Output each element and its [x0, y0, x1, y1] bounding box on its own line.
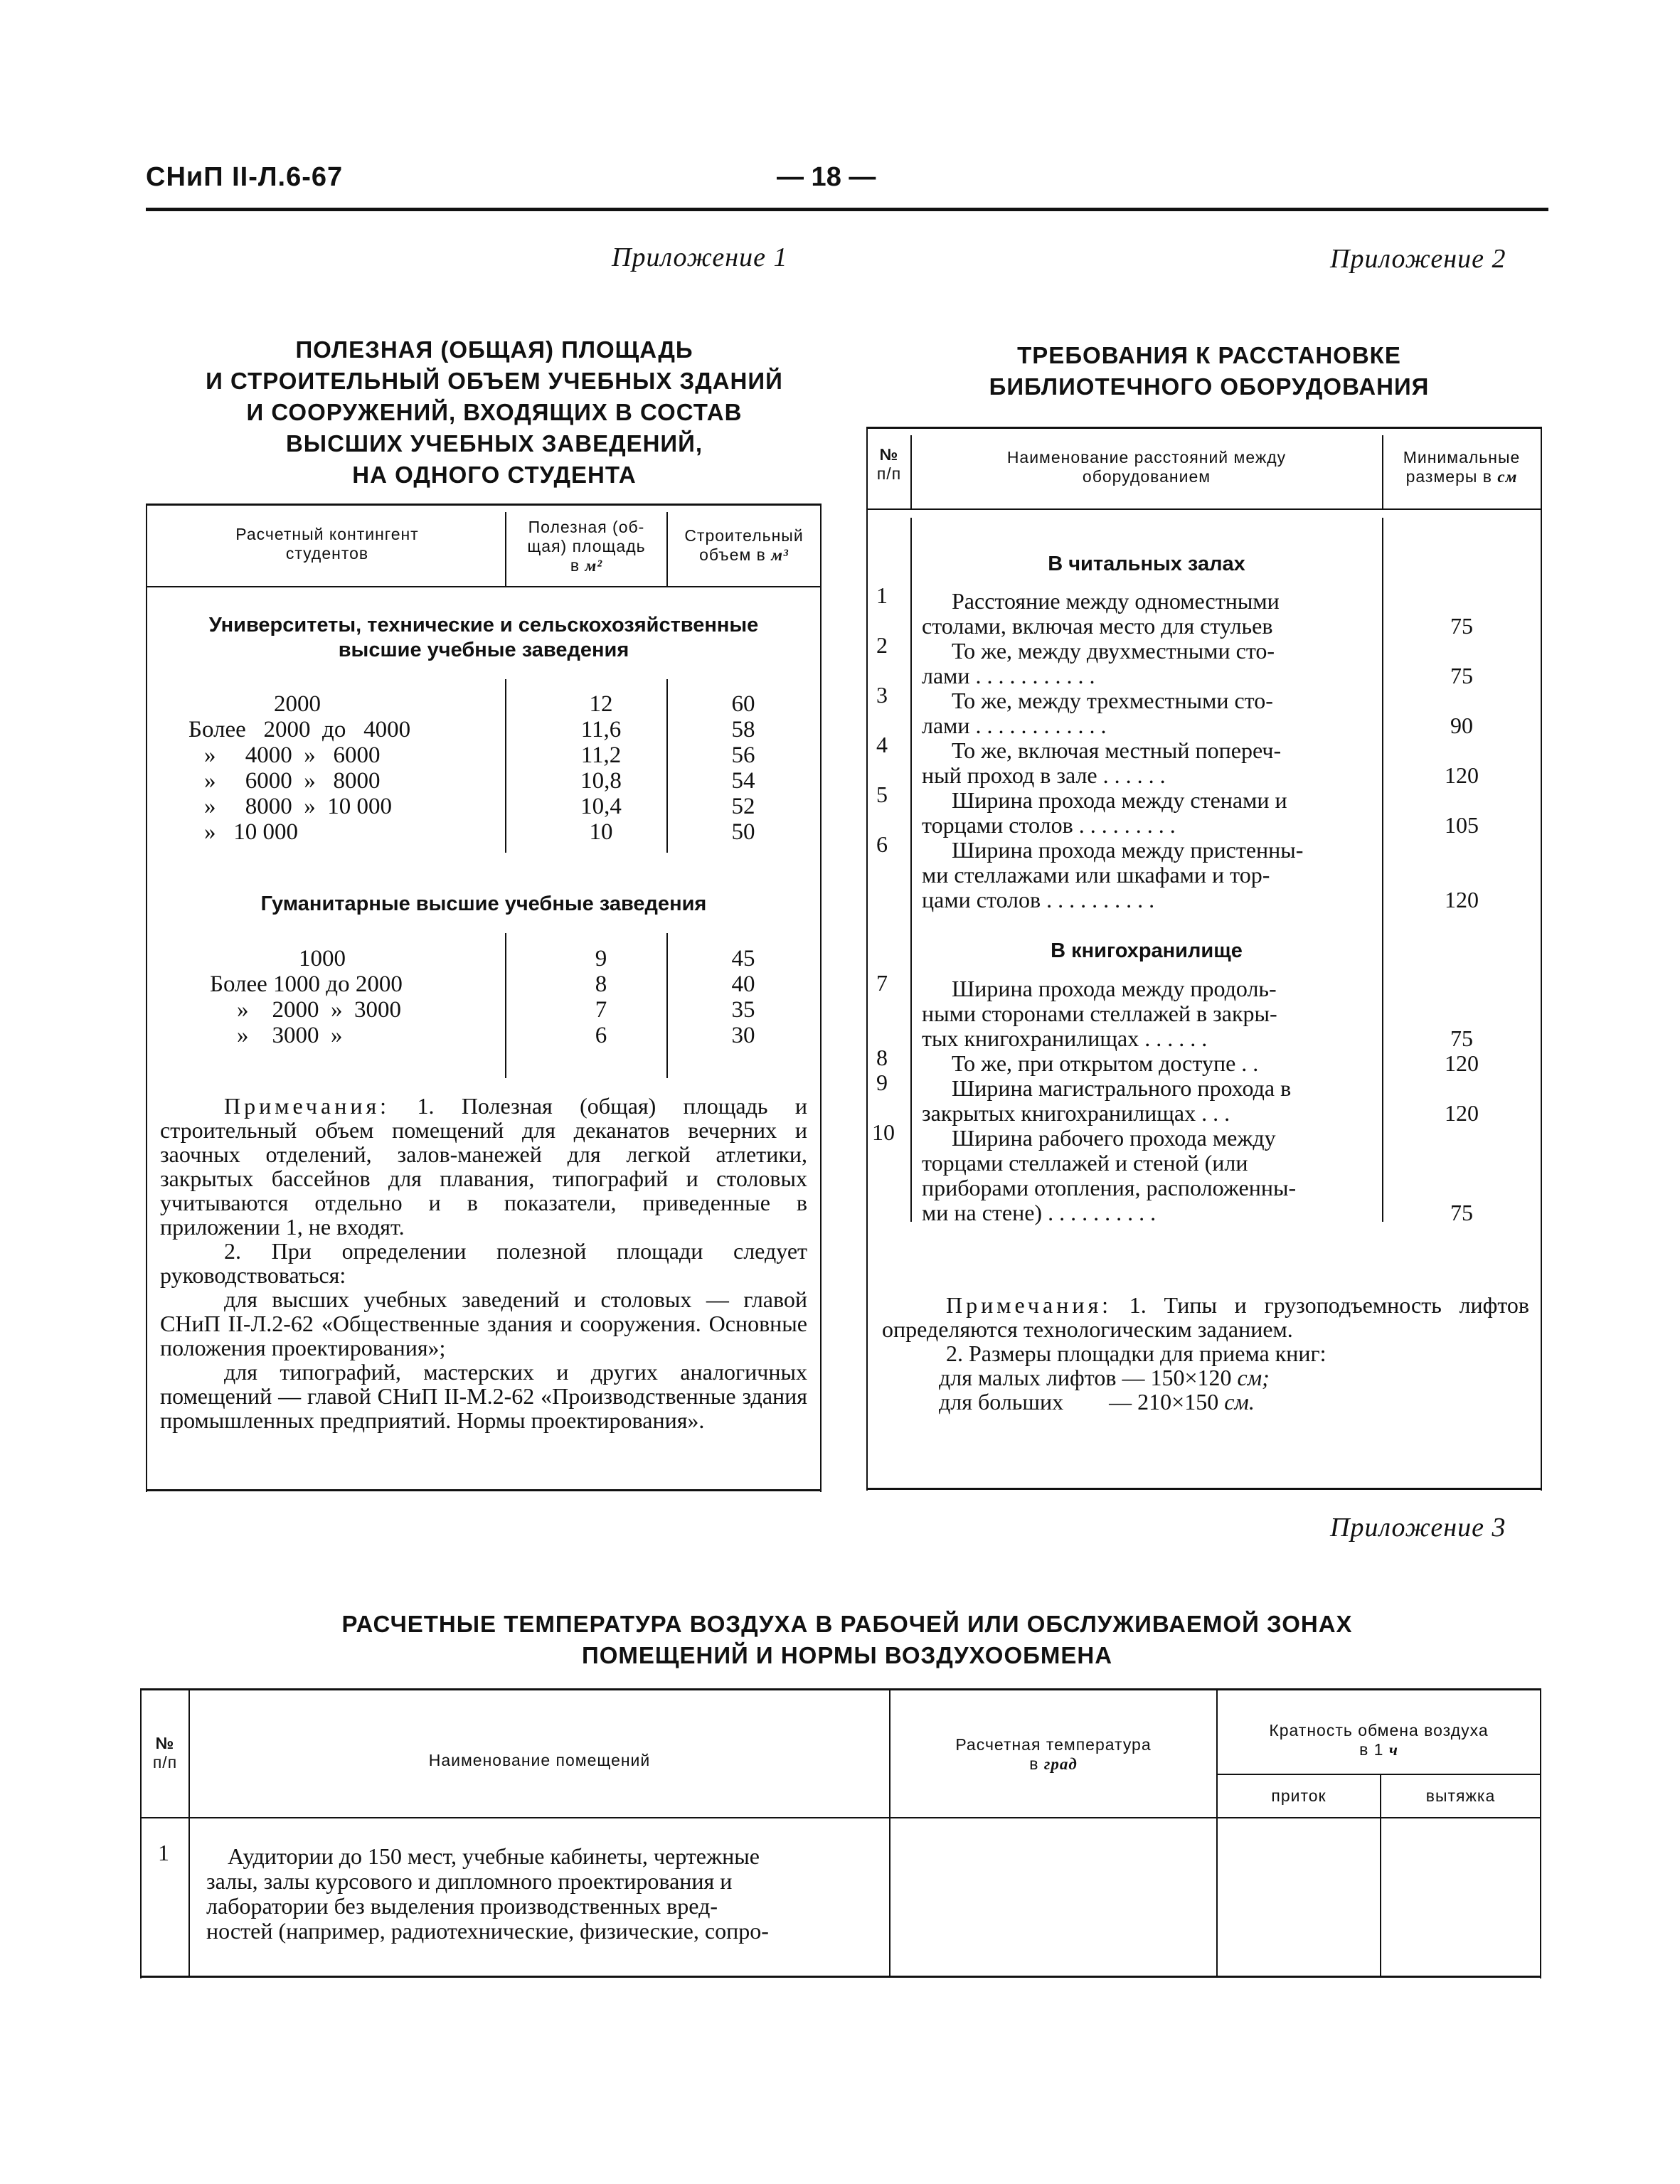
row-number: 9: [876, 1070, 888, 1095]
row-number: 4: [876, 732, 888, 757]
appendix2-label: Приложение 2: [1330, 244, 1506, 274]
note-text: 1. Типы и грузоподъемность лифтов определяются технологическим заданием.: [882, 1292, 1530, 1342]
appendix3-title-line: РАСЧЕТНЫЕ ТЕМПЕРАТУРА ВОЗДУХА В РАБОЧЕЙ ИЛИ ОБСЛУЖИВАЕМОЙ ЗОНАХ: [341, 1611, 1353, 1637]
row-description: [922, 788, 1376, 838]
table1-top-rule: [146, 504, 822, 506]
appendix3-title: [146, 1609, 1548, 1671]
row-description: [922, 976, 1376, 1051]
range-cell: Более 1000 до 2000: [210, 971, 403, 997]
appendix1-title-line: И СТРОИТЕЛЬНЫЙ ОБЪЕМ УЧЕБНЫХ ЗДАНИЙ: [206, 368, 783, 394]
range-cell: » 10 000: [204, 819, 298, 845]
row-value: 75: [1450, 613, 1473, 639]
area-cell: 12: [589, 691, 613, 717]
table-row: [153, 997, 820, 1023]
desc-line: лаборатории без выделения производственных вред-: [206, 1893, 718, 1919]
desc-line: ный проход в зале . . . . . .: [922, 762, 1166, 788]
note-text: 1. Полезная (общая) площадь и строительный объем помещений для деканатов вечерних и заочных отделений, залов-манежей для легкой атлетики, закрытых бассейнов для плавания, типографий и столовых учитываются отдельно и в показатели, приведенные в приложении 1, не входят.: [160, 1093, 808, 1240]
desc-line: столами, включая место для стульев: [922, 613, 1273, 639]
note-text: 2. При определении полезной площади следует руководствоваться:: [160, 1238, 807, 1288]
table2-left-border: [866, 427, 868, 1491]
desc-line: Ширина рабочего прохода между: [952, 1125, 1276, 1151]
table2-right-border: [1541, 427, 1542, 1491]
header-text: оборудованием: [1082, 467, 1211, 486]
range-cell: » 6000 » 8000: [204, 768, 381, 794]
area-cell: 7: [595, 997, 607, 1023]
range-cell: 2000: [274, 691, 321, 717]
header-text: Наименование расстояний между: [1006, 448, 1287, 467]
unit-text: м³: [771, 546, 789, 564]
desc-line: ми на стене) . . . . . . . . . .: [922, 1200, 1157, 1225]
desc-line: Ширина прохода между стенами и: [952, 787, 1287, 813]
desc-line: цами столов . . . . . . . . . .: [922, 887, 1155, 912]
volume-cell: 30: [731, 1023, 755, 1048]
table-row: [153, 742, 820, 768]
area-cell: 9: [595, 946, 607, 971]
row-value: 75: [1450, 1200, 1473, 1225]
desc-line: приборами отопления, расположенны-: [922, 1175, 1297, 1200]
table3-left-border: [140, 1688, 142, 1978]
desc-line: То же, между двухместными сто-: [952, 638, 1275, 664]
row-value: 75: [1450, 663, 1473, 688]
table1-header-rule: [146, 586, 822, 587]
document-code: СНиП II-Л.6-67: [146, 162, 344, 192]
range-cell: » 4000 » 6000: [204, 742, 381, 768]
table-row: [153, 768, 820, 794]
table2-col-name: [912, 448, 1381, 486]
notes-label: Примечания:: [946, 1292, 1112, 1318]
row-number: 1: [876, 582, 888, 608]
table1-bottom-rule: [146, 1489, 822, 1491]
header-text: п/п: [152, 1753, 178, 1772]
row-value: 90: [1450, 713, 1473, 738]
desc-line: Ширина прохода между пристенны-: [952, 837, 1304, 863]
table1-rows-group1: [153, 691, 820, 845]
desc-line: лами . . . . . . . . . . . .: [922, 713, 1107, 738]
area-cell: 8: [595, 971, 607, 997]
header-text: п/п: [876, 464, 902, 483]
unit-text: см: [1497, 468, 1518, 486]
range-cell: 1000: [299, 946, 346, 971]
group-text: высшие учебные заведения: [338, 639, 629, 661]
area-cell: 6: [595, 1023, 607, 1048]
row-number: 1: [158, 1840, 169, 1865]
appendix2-title-line: БИБЛИОТЕЧНОГО ОБОРУДОВАНИЯ: [989, 373, 1430, 400]
appendix1-label: Приложение 1: [612, 243, 788, 272]
desc-line: ными сторонами стеллажей в закры-: [922, 1001, 1277, 1026]
desc-line: Аудитории до 150 мест, учебные кабинеты, чертежные: [228, 1843, 760, 1869]
table2-col-size: [1383, 448, 1540, 486]
row-number: 5: [876, 782, 888, 807]
range-cell: Более 2000 до 4000: [188, 717, 411, 742]
volume-cell: 60: [731, 691, 755, 717]
header-text: объем в: [699, 545, 766, 564]
table2-header-rule: [866, 508, 1542, 510]
table1-right-border: [820, 504, 822, 1492]
table-row: [153, 717, 820, 742]
area-cell: 11,6: [580, 717, 622, 742]
row-description: [922, 688, 1376, 738]
header-text: в 1: [1359, 1740, 1384, 1759]
desc-line: Ширина прохода между продоль-: [952, 976, 1277, 1001]
desc-line: ностей (например, радиотехнические, физические, сопро-: [206, 1918, 769, 1944]
appendix2-notes: [882, 1293, 1529, 1414]
appendix1-title-line: НА ОДНОГО СТУДЕНТА: [352, 462, 637, 488]
header-text: Кратность обмена воздуха: [1269, 1721, 1489, 1740]
group-text: Университеты, технические и сельскохозяйственные: [208, 614, 759, 636]
row-description: [922, 1076, 1376, 1126]
table3-col-rate: [1218, 1721, 1540, 1759]
row-number: 3: [876, 682, 888, 708]
row-description: [922, 738, 1376, 788]
desc-line: торцами столов . . . . . . . . .: [922, 812, 1176, 838]
table3-divider: [889, 1690, 890, 1977]
row-value: 105: [1445, 812, 1479, 838]
table3-col-number: [142, 1734, 188, 1772]
table1-group-humanities: Гуманитарные высшие учебные заведения: [260, 893, 707, 915]
row-value: 120: [1445, 1050, 1479, 1076]
row-description: [922, 1051, 1376, 1076]
row-value: 75: [1450, 1026, 1473, 1051]
row-value: 120: [1445, 762, 1479, 788]
table3-col-temperature: [890, 1735, 1216, 1774]
volume-cell: 54: [731, 768, 755, 794]
table1-group-universities: [149, 613, 818, 663]
header-text: размеры в: [1405, 467, 1493, 486]
volume-cell: 58: [731, 717, 755, 742]
desc-line: закрытых книгохранилищах . . .: [922, 1100, 1230, 1126]
volume-cell: 56: [731, 742, 755, 768]
note-text: для малых лифтов — 150×120: [939, 1365, 1232, 1390]
desc-line: ми стеллажами или шкафами и тор-: [922, 862, 1270, 888]
desc-line: То же, включая местный попереч-: [952, 737, 1282, 763]
table2-section-reading: В читальных залах: [1048, 553, 1245, 575]
table1-col-contingent: [153, 525, 501, 563]
header-text: Полезная (об-: [528, 518, 645, 536]
volume-cell: 35: [731, 997, 755, 1023]
volume-cell: 40: [731, 971, 755, 997]
table1-col-volume: [668, 526, 820, 565]
table2-bottom-rule: [866, 1488, 1542, 1490]
range-cell: » 3000 »: [237, 1023, 343, 1048]
row-description: [922, 639, 1376, 688]
table1-rows-group2: [153, 946, 820, 1048]
appendix3-title-line: ПОМЕЩЕНИЙ И НОРМЫ ВОЗДУХООБМЕНА: [581, 1642, 1113, 1668]
row-number: 2: [876, 632, 888, 658]
row-number: 8: [876, 1045, 888, 1070]
page-number: — 18 —: [777, 162, 876, 192]
table-row: [153, 946, 820, 971]
appendix1-title-line: И СООРУЖЕНИЙ, ВХОДЯЩИХ В СОСТАВ: [246, 399, 743, 425]
table2-body-divider: [910, 518, 912, 1222]
unit-text: ч: [1388, 1741, 1398, 1759]
table1-col-area: [506, 518, 666, 575]
row-number: 10: [872, 1119, 895, 1145]
desc-line: Расстояние между одноместными: [952, 588, 1280, 614]
note-text: для типографий, мастерских и других аналогичных помещений — главой СНиП II-М.2-62 «Производственные здания промышленных предприятий. Нормы проектирования».: [160, 1359, 807, 1433]
header-text: №: [879, 445, 899, 464]
table3-col-exhaust: вытяжка: [1425, 1786, 1496, 1805]
desc-line: То же, при открытом доступе . .: [952, 1050, 1259, 1076]
area-cell: 10,8: [580, 768, 622, 794]
table2-section-storage: В книгохранилище: [1051, 939, 1243, 962]
table-row: [153, 794, 820, 819]
table3-bottom-rule: [140, 1976, 1541, 1978]
row-description: [206, 1844, 882, 1944]
volume-cell: 52: [731, 794, 755, 819]
table-row: [153, 971, 820, 997]
appendix1-notes: [160, 1094, 807, 1432]
table3-rate-subrule: [1216, 1774, 1540, 1775]
note-text: для больших — 210×150: [939, 1389, 1219, 1415]
note-text: для высших учебных заведений и столовых — главой СНиП II-Л.2-62 «Общественные здания и сооружения. Основные положения проектирования»;: [160, 1287, 807, 1360]
header-text: щая) площадь: [527, 537, 646, 555]
table1-left-border: [146, 504, 147, 1492]
appendix2-title: [871, 340, 1547, 403]
unit-text: см.: [1224, 1389, 1255, 1415]
appendix2-title-line: ТРЕБОВАНИЯ К РАССТАНОВКЕ: [1017, 342, 1401, 368]
row-value: 120: [1445, 1100, 1479, 1126]
range-cell: » 2000 » 3000: [237, 997, 401, 1023]
table-row: [153, 1023, 820, 1048]
desc-line: Ширина магистрального прохода в: [952, 1075, 1292, 1101]
desc-line: торцами стеллажей и стеной (или: [922, 1150, 1248, 1176]
row-value: 120: [1445, 887, 1479, 912]
area-cell: 11,2: [580, 742, 622, 768]
header-text: Расчетный контингент: [235, 525, 419, 543]
header-rule: [146, 208, 1548, 211]
appendix3-label: Приложение 3: [1330, 1513, 1506, 1543]
notes-label: Примечания:: [224, 1093, 390, 1119]
volume-cell: 45: [731, 946, 755, 971]
row-number: 7: [876, 970, 888, 996]
row-description: [922, 589, 1376, 639]
desc-line: лами . . . . . . . . . . .: [922, 663, 1095, 688]
unit-text: град: [1043, 1755, 1078, 1773]
desc-line: тых книгохранилищах . . . . . .: [922, 1026, 1208, 1051]
table3-header-rule: [140, 1817, 1541, 1818]
header-text: №: [155, 1734, 175, 1752]
unit-text: см;: [1237, 1365, 1270, 1390]
table2-top-rule: [866, 427, 1542, 429]
desc-line: То же, между трехместными сто-: [952, 688, 1273, 713]
appendix1-title-line: ПОЛЕЗНАЯ (ОБЩАЯ) ПЛОЩАДЬ: [295, 336, 693, 363]
volume-cell: 50: [731, 819, 755, 845]
header-text: Минимальные: [1403, 448, 1521, 467]
range-cell: » 8000 » 10 000: [204, 794, 392, 819]
desc-line: залы, залы курсового и дипломного проектирования и: [206, 1868, 733, 1894]
row-description: [922, 1126, 1376, 1225]
appendix1-title-line: ВЫСШИХ УЧЕБНЫХ ЗАВЕДЕНИЙ,: [285, 430, 703, 457]
table-row: [153, 819, 820, 845]
table3-divider: [188, 1690, 190, 1977]
table3-top-rule: [140, 1688, 1541, 1690]
header-text: в: [570, 556, 580, 575]
appendix1-title: [146, 334, 843, 491]
table3-right-border: [1540, 1688, 1541, 1978]
header-text: студентов: [285, 544, 369, 563]
header-text: в: [1029, 1754, 1039, 1773]
unit-text: м²: [585, 557, 603, 575]
row-description: [922, 838, 1376, 912]
table2-col-number: [868, 445, 910, 484]
area-cell: 10,4: [580, 794, 622, 819]
table-row: [153, 691, 820, 717]
table3-col-name: Наименование помещений: [428, 1751, 651, 1769]
header-text: Строительный: [684, 526, 804, 545]
row-number: 6: [876, 831, 888, 857]
note-text: 2. Размеры площадки для приема книг:: [946, 1341, 1327, 1366]
header-text: Расчетная температура: [955, 1735, 1152, 1754]
table3-col-supply: приток: [1271, 1786, 1327, 1805]
area-cell: 10: [589, 819, 613, 845]
